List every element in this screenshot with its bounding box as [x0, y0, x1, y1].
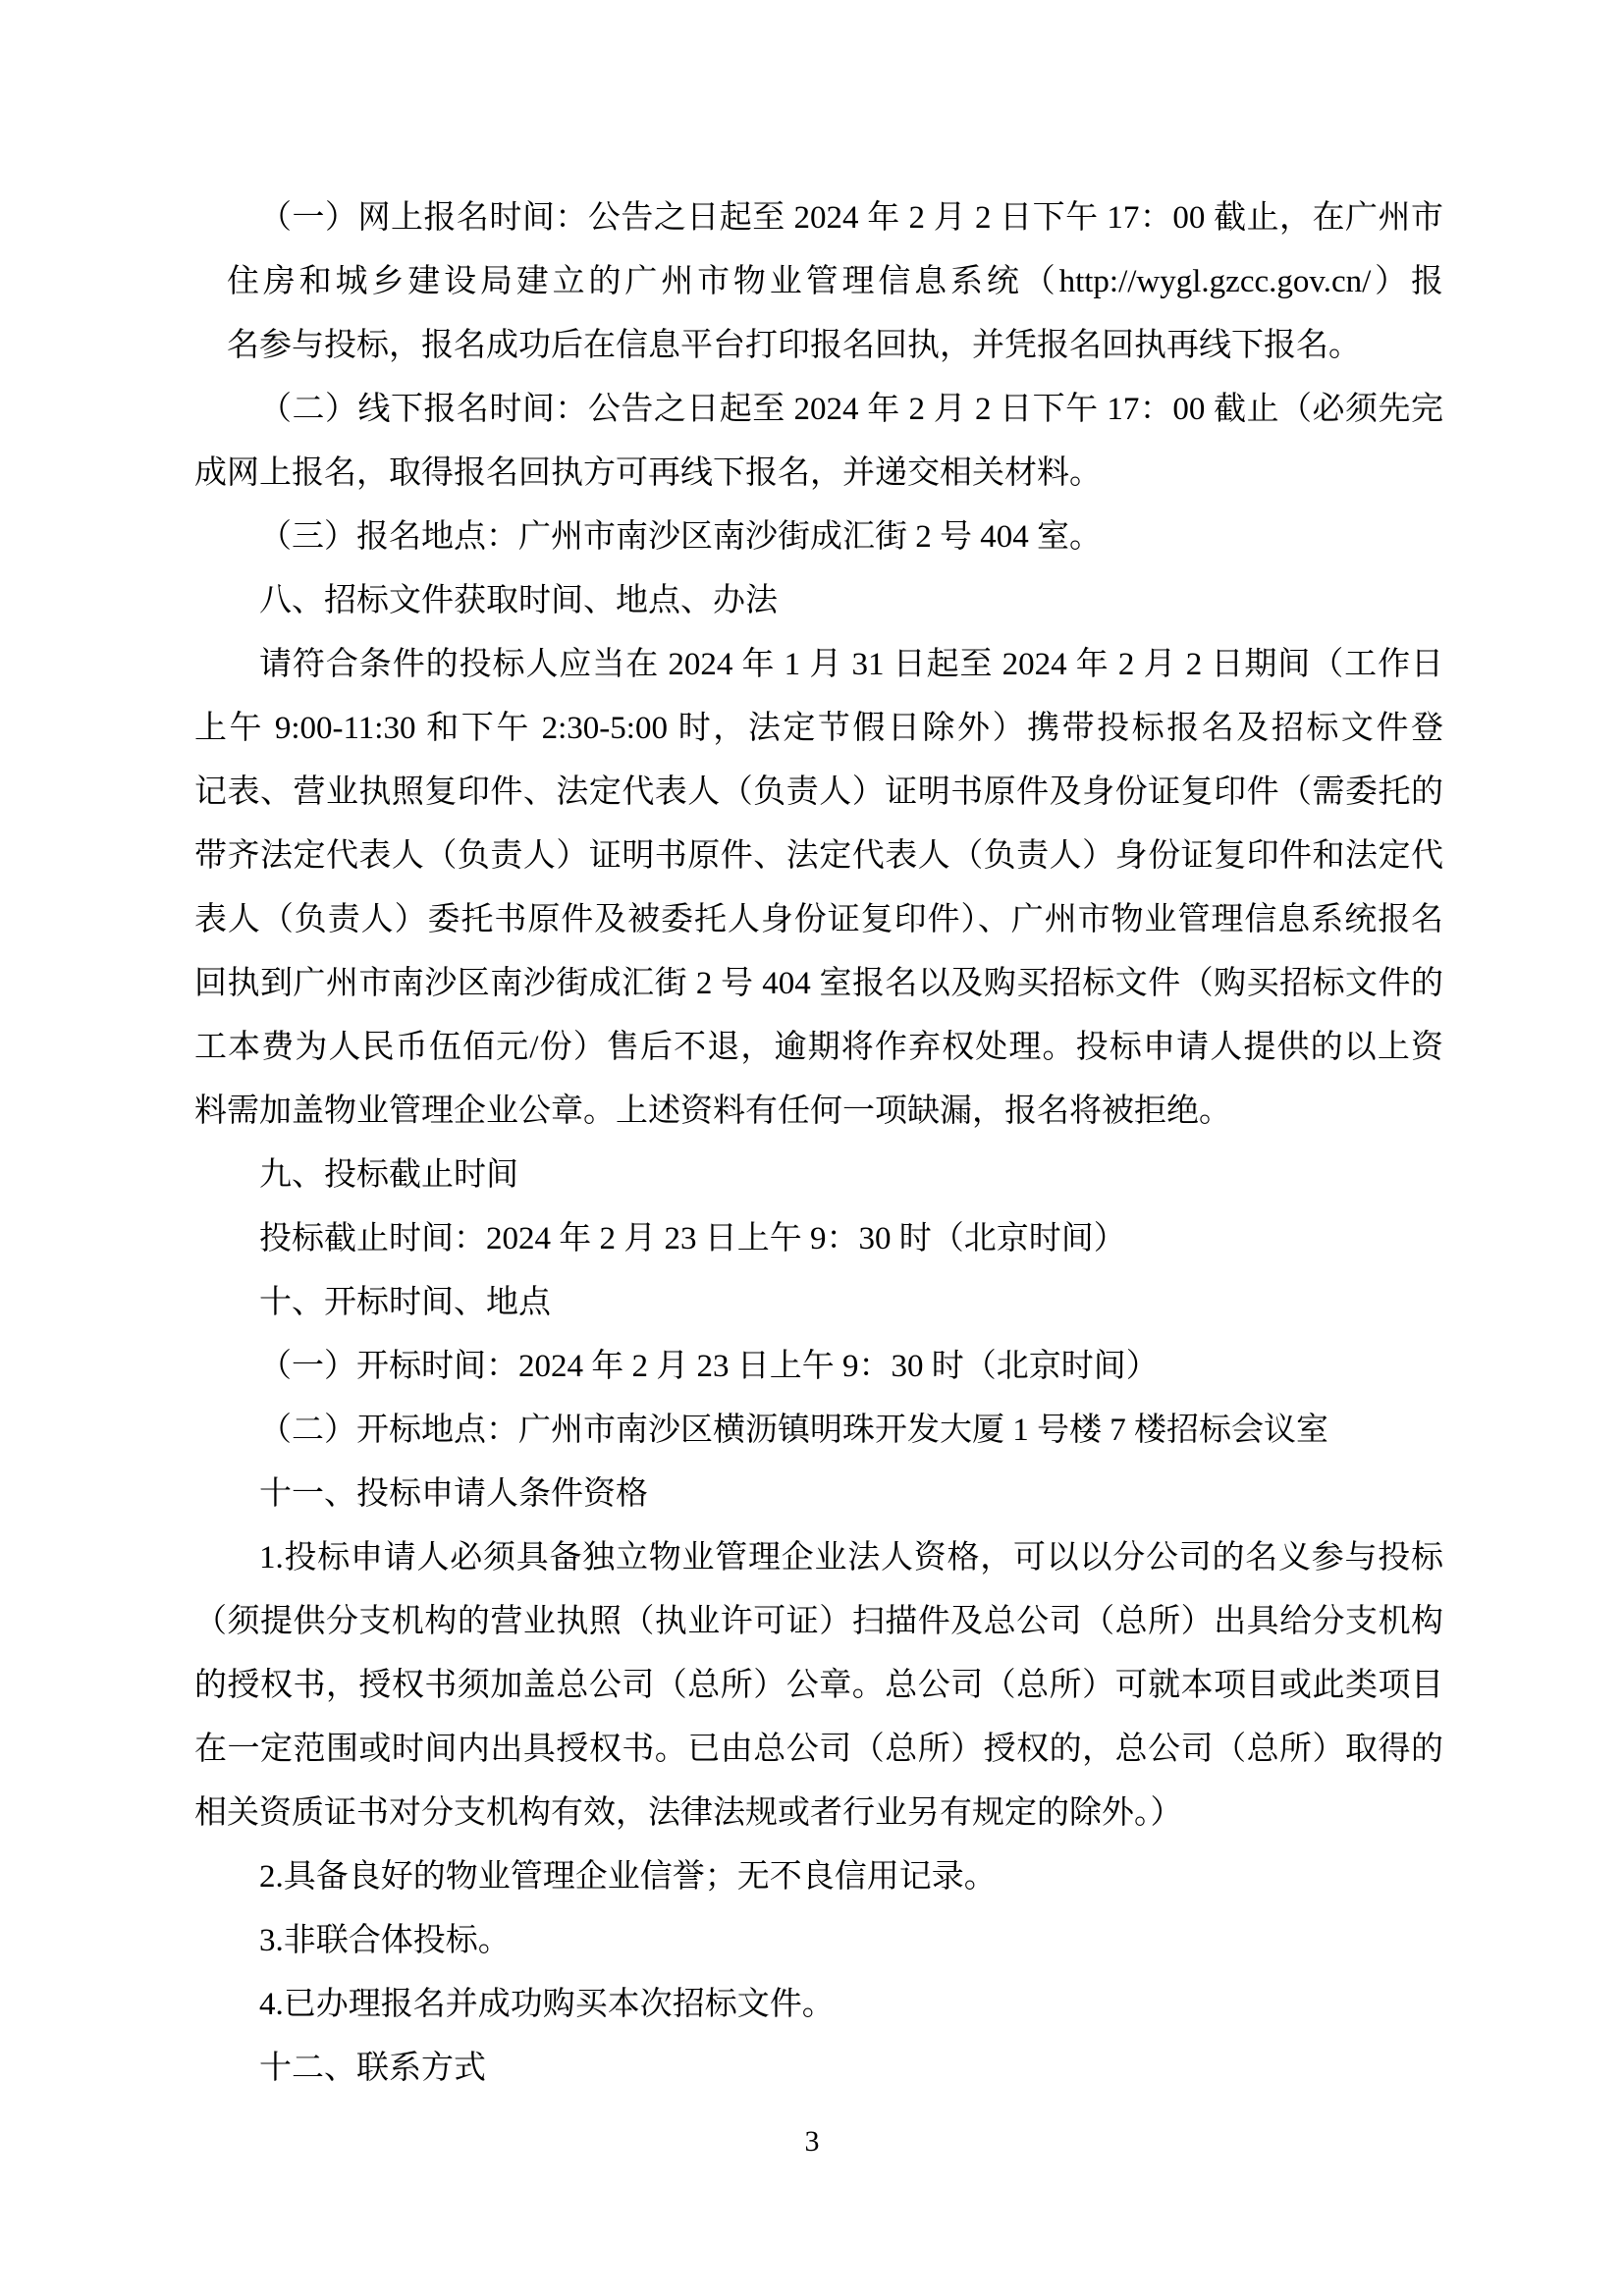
text-line: 表人（负责人）委托书原件及被委托人身份证复印件）、广州市物业管理信息系统报名 [194, 902, 1443, 937]
text-line: 成网上报名，取得报名回执方可再线下报名，并递交相关材料。 [194, 455, 1102, 491]
section-heading: 十、开标时间、地点 [259, 1285, 551, 1320]
text-line: 名参与投标，报名成功后在信息平台打印报名回执，并凭报名回执再线下报名。 [227, 328, 1361, 363]
text-line: 在一定范围或时间内出具授权书。已由总公司（总所）授权的，总公司（总所）取得的 [194, 1732, 1443, 1767]
text-line: 带齐法定代表人（负责人）证明书原件、法定代表人（负责人）身份证复印件和法定代 [194, 838, 1443, 874]
text-line: （一）开标时间：2024 年 2 月 23 日上午 9：30 时（北京时间） [259, 1349, 1159, 1384]
text-line: （一）网上报名时间：公告之日起至 2024 年 2 月 2 日下午 17：00 截止，在广州市 [259, 200, 1443, 236]
text-line: （三）报名地点：广州市南沙区南沙街成汇街 2 号 404 室。 [259, 519, 1102, 555]
text-line: （二）线下报名时间：公告之日起至 2024 年 2 月 2 日下午 17：00 截止（必须先完 [259, 392, 1443, 427]
text-line: 住房和城乡建设局建立的广州市物业管理信息系统（http://wygl.gzcc.gov.cn/）报 [227, 264, 1443, 299]
document-body [194, 187, 1443, 2101]
text-line: 1.投标申请人必须具备独立物业管理企业法人资格，可以以分公司的名义参与投标 [259, 1540, 1443, 1575]
text-line: 回执到广州市南沙区南沙街成汇街 2 号 404 室报名以及购买招标文件（购买招标文件的 [194, 966, 1443, 1001]
text-line: （二）开标地点：广州市南沙区横沥镇明珠开发大厦 1 号楼 7 楼招标会议室 [259, 1413, 1328, 1448]
text-line: 2.具备良好的物业管理企业信誉；无不良信用记录。 [259, 1859, 997, 1895]
section-heading: 九、投标截止时间 [259, 1157, 518, 1193]
section-heading: 八、招标文件获取时间、地点、办法 [259, 583, 778, 618]
text-line: 4.已办理报名并成功购买本次招标文件。 [259, 1987, 835, 2022]
section-heading: 十二、联系方式 [259, 2051, 486, 2086]
text-line: 料需加盖物业管理企业公章。上述资料有任何一项缺漏，报名将被拒绝。 [194, 1094, 1231, 1129]
text-line: 上午 9:00-11:30 和下午 2:30-5:00 时，法定节假日除外）携带投标报名及招标文件登 [194, 711, 1443, 746]
text-line: （须提供分支机构的营业执照（执业许可证）扫描件及总公司（总所）出具给分支机构 [194, 1604, 1443, 1639]
text-line: 投标截止时间：2024 年 2 月 23 日上午 9：30 时（北京时间） [259, 1221, 1126, 1256]
text-line: 3.非联合体投标。 [259, 1923, 511, 1958]
section-heading: 十一、投标申请人条件资格 [259, 1476, 648, 1512]
text-line: 记表、营业执照复印件、法定代表人（负责人）证明书原件及身份证复印件（需委托的 [194, 774, 1443, 810]
text-line: 的授权书，授权书须加盖总公司（总所）公章。总公司（总所）可就本项目或此类项目 [194, 1668, 1443, 1703]
text-line: 请符合条件的投标人应当在 2024 年 1 月 31 日起至 2024 年 2 月 2 日期间（工作日 [259, 647, 1443, 682]
text-line: 相关资质证书对分支机构有效，法律法规或者行业另有规定的除外。） [194, 1795, 1183, 1831]
page-number: 3 [804, 2125, 820, 2158]
text-line: 工本费为人民币伍佰元/份）售后不退，逾期将作弃权处理。投标申请人提供的以上资 [194, 1030, 1443, 1065]
